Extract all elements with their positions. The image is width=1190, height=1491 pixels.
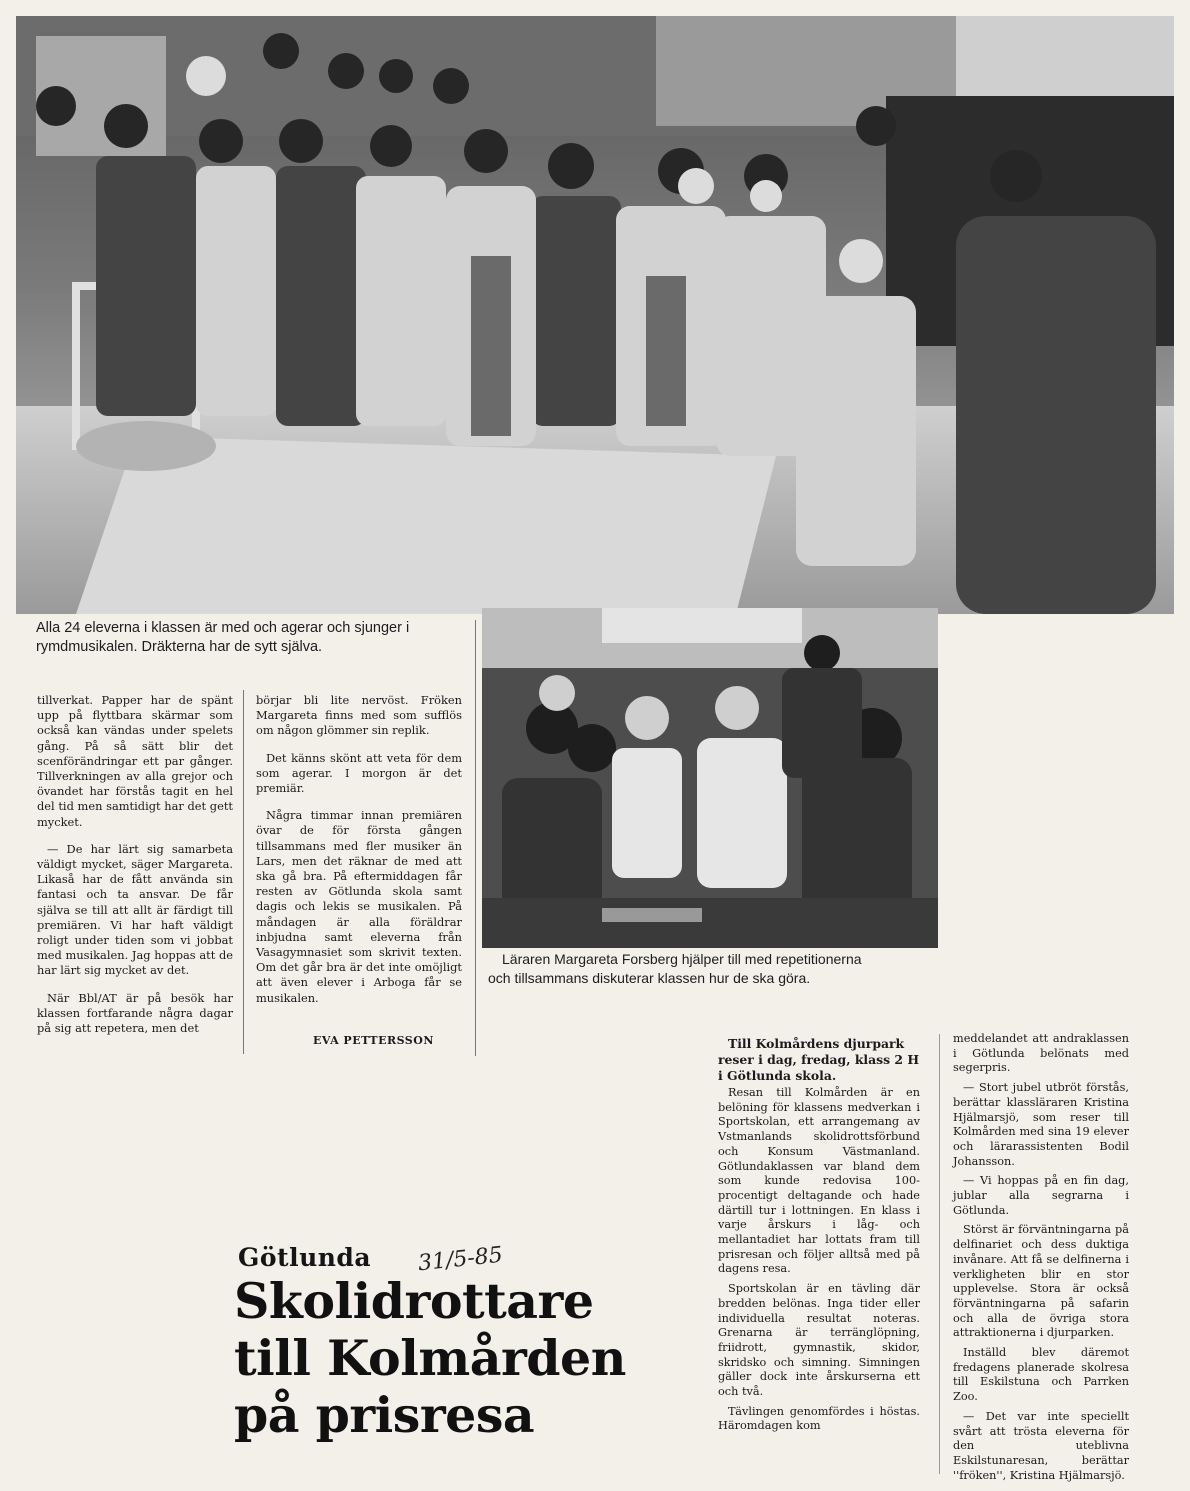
musical-col1-para1: tillverkat. Papper har de spänt upp på flyttbara skärmar som också kan vändas under spelets gång. På så sätt blir det scenförändringar ett par gånger. Tillverkningen av alla grejor och övandet har förstås tagit en hel del tid men samtidigt har det gett mycket.: [37, 693, 233, 829]
class-photo-caption-line1: Alla 24 eleverna i klassen är med och agerar och sjunger i: [36, 620, 410, 636]
musical-col1-para2: — De har lärt sig samarbeta väldigt mycket, säger Margareta. Likaså har de fått använda sin fantasi och ta ansvar. De får själva se till att allt är färdigt till premiären. Vi har haft väldigt roligt under tiden som vi jobbat med musikalen. Jag hoppas att de har lärt sig mycket av det.: [37, 841, 233, 978]
kolmarden-col1-para3: Tävlingen genomfördes i höstas. Häromdagen kom: [718, 1404, 920, 1433]
kolmarden-column-rule: [939, 1034, 940, 1474]
headline-line3: på prisresa: [234, 1386, 535, 1444]
teacher-photo-caption-line2: och tillsammans diskuterar klassen hur de ska göra.: [488, 970, 811, 986]
teacher-with-class-photo: [482, 608, 938, 948]
kolmarden-col2-para3: — Vi hoppas på en fin dag, jublar alla segrarna i Götlunda.: [953, 1174, 1129, 1217]
class-photo-caption-line2: rymdmusikalen. Dräkterna har de sytt själva.: [36, 639, 323, 655]
kolmarden-col1-para1: Resan till Kolmården är en belöning för klassens medverkan i Sportskolan, ett arrangemang av Vstmanlands skolidrottsförbund och Konsum Västmanland. Götlundaklassen var bland dem som kunde redovisa 100-procentigt deltagande och hade därtill tur i lottningen. En klass i varje årskurs i låg- och mellantadiet har lottats fram till prisresan och följer alltså med på dagens resa.: [718, 1086, 920, 1276]
musical-col2-para2: Det känns skönt att veta för dem som agerar. I morgon är det premiär.: [256, 750, 462, 796]
musical-article-column-2: [256, 693, 462, 1006]
kolmarden-column-2: [953, 1032, 1129, 1483]
kolmarden-column-1: [718, 1036, 920, 1434]
kolmarden-col2-para5: Inställd blev däremot fredagens planerade skolresa till Eskilstuna och Parrken Zoo.: [953, 1346, 1129, 1404]
kolmarden-col2-para4: Störst är förväntningarna på delfinariet och dess duktiga invånare. Att få se delfinerna i verkligheten blir en stor upplevelse. Stora är också förväntningarna på safarin och alla de övriga stora attraktionerna i djurparken.: [953, 1223, 1129, 1340]
teacher-photo-caption-line1: Läraren Margareta Forsberg hjälper till med repetitionerna: [502, 951, 862, 967]
musical-article-column-1: [37, 693, 233, 1036]
clipping-edge-rule: [475, 620, 476, 1056]
musical-col2-para3: Några timmar innan premiären övar de för första gången tillsammans med fler musiker än Lars, men det räknar de med att ska gå bra. På eftermiddagen får resten av Götlunda skola samt dagis och lekis se musikalen. På måndagen är alla föräldrar inbjudna samt eleverna från Vasagymnasiet som skrivit texten. Om det går bra är det inte omöjligt att även elever i Arboga får se musikalen.: [256, 808, 462, 1005]
teacher-photo-caption: [488, 950, 938, 988]
article-kicker: Götlunda: [238, 1243, 372, 1272]
kolmarden-col2-para6: — Det var inte speciellt svårt att trösta eleverna för den uteblivna Eskilstunaresan, berättar ''fröken'', Kristina Hjälmarsjö.: [953, 1409, 1129, 1482]
kolmarden-col2-para2: — Stort jubel utbröt förstås, berättar klassläraren Kristina Hjälmarsjö, som reser till Kolmården med sina 19 elever och lärarassistenten Bodil Johansson.: [953, 1081, 1129, 1168]
class-choir-photo: [16, 16, 1174, 614]
class-photo-caption: [36, 619, 476, 657]
column-rule: [243, 690, 244, 1054]
headline-line2: till Kolmården: [234, 1329, 626, 1387]
musical-byline: EVA PETTERSSON: [313, 1034, 434, 1047]
kolmarden-lead: Till Kolmårdens djurpark reser i dag, fredag, klass 2 H i Götlunda skola.: [718, 1036, 920, 1083]
kolmarden-col1-para2: Sportskolan är en tävling där bredden belönas. Inga tider eller individuella resultat noteras. Grenarna är terränglöpning, friidrott, gymnastik, skidor, skridsko och simning. Simningen gäller dock inte årskurserna ett och två.: [718, 1282, 920, 1399]
headline-line1: Skolidrottare: [234, 1272, 594, 1330]
article-headline: [234, 1273, 626, 1444]
handwritten-date: 31/5-85: [416, 1242, 504, 1277]
kolmarden-col2-para1: meddelandet att andraklassen i Götlunda belönats med segerpris.: [953, 1032, 1129, 1075]
musical-col2-para1: börjar bli lite nervöst. Fröken Margareta finns med som sufflös om någon glömmer sin replik.: [256, 693, 462, 738]
musical-col1-para3: När Bbl/AT är på besök har klassen fortfarande några dagar på sig att repetera, men det: [37, 990, 233, 1036]
